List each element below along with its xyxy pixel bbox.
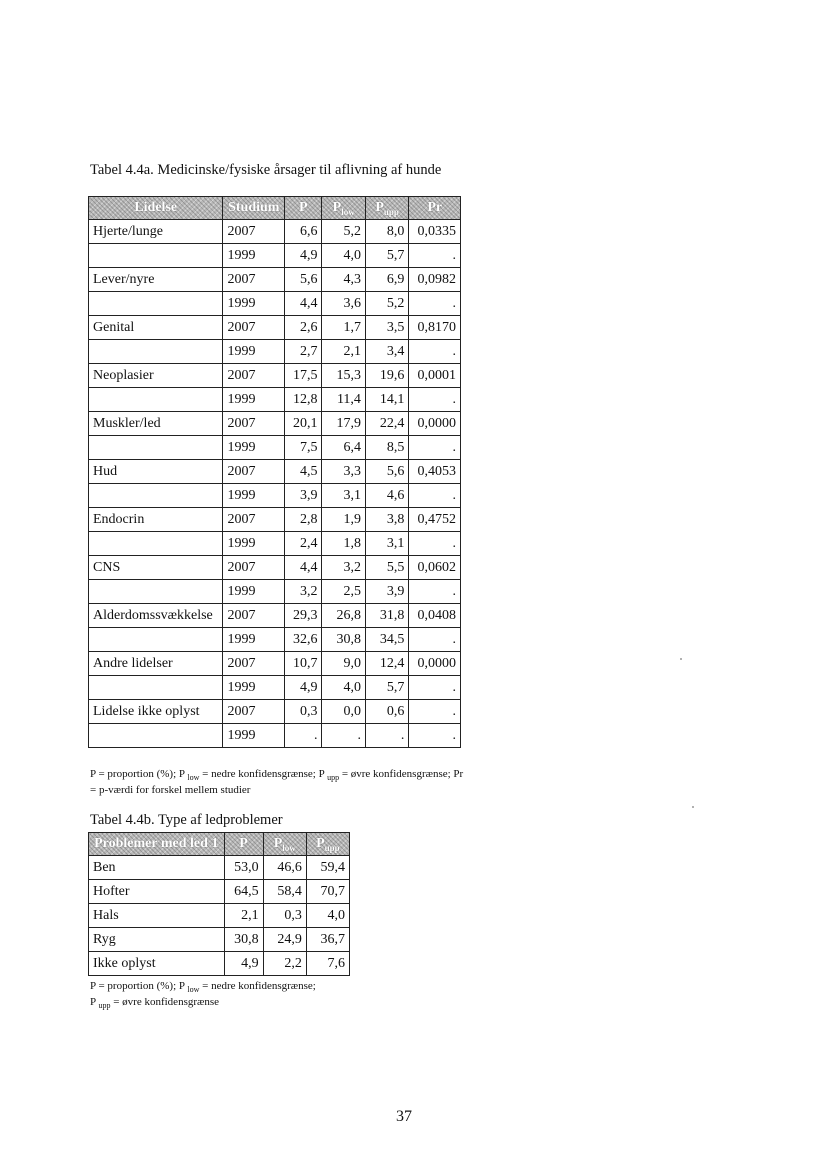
header-p-low: $P_{low}$ xyxy=(322,197,365,220)
cell-p-upp: 5,5 xyxy=(365,556,408,580)
table-row xyxy=(89,928,350,952)
table-row xyxy=(89,436,461,460)
cell-lidelse xyxy=(89,724,223,748)
cell-lidelse: Genital xyxy=(89,316,223,340)
cell-p-upp: 3,4 xyxy=(365,340,408,364)
cell-p-low: 3,6 xyxy=(322,292,365,316)
cell-p-low: 46,6 xyxy=(263,856,306,880)
cell-pr: 0,0000 xyxy=(409,652,461,676)
table-row xyxy=(89,292,461,316)
table1-caption: Tabel 4.4a. Medicinske/fysiske årsager til aflivning af hunde xyxy=(90,162,442,178)
cell-lidelse xyxy=(89,340,223,364)
header-p-upp: $P_{upp}$ xyxy=(306,833,349,856)
cell-pr: . xyxy=(409,292,461,316)
cell-pr: . xyxy=(409,484,461,508)
table-row xyxy=(89,508,461,532)
cell-lidelse: Alderdomssvækkelse xyxy=(89,604,223,628)
cell-p: 3,2 xyxy=(285,580,322,604)
cell-p: 32,6 xyxy=(285,628,322,652)
cell-p-upp: 34,5 xyxy=(365,628,408,652)
cell-p: . xyxy=(285,724,322,748)
cell-studium: 1999 xyxy=(223,388,285,412)
table-row xyxy=(89,856,350,880)
cell-pr: 0,0335 xyxy=(409,220,461,244)
table-row xyxy=(89,412,461,436)
header-p-upp: $P_{upp}$ xyxy=(365,197,408,220)
cell-p-low: 1,9 xyxy=(322,508,365,532)
table-row xyxy=(89,460,461,484)
cell-p-low: 4,0 xyxy=(322,676,365,700)
cell-p: 4,4 xyxy=(285,292,322,316)
cell-studium: 2007 xyxy=(223,604,285,628)
cell-problem: Ben xyxy=(89,856,225,880)
cell-pr: 0,0000 xyxy=(409,412,461,436)
cell-p-upp: 4,0 xyxy=(306,904,349,928)
cell-p: 5,6 xyxy=(285,268,322,292)
cell-pr: . xyxy=(409,700,461,724)
cell-pr: . xyxy=(409,388,461,412)
cell-p-low: 4,0 xyxy=(322,244,365,268)
cell-p-low: 11,4 xyxy=(322,388,365,412)
cell-p-low: 15,3 xyxy=(322,364,365,388)
cell-studium: 2007 xyxy=(223,316,285,340)
table-row xyxy=(89,556,461,580)
scan-speck xyxy=(680,658,682,660)
cell-p-upp: . xyxy=(365,724,408,748)
cell-p-upp: 3,5 xyxy=(365,316,408,340)
table1-footnote: P = proportion (%); P $_{low}$ = nedre konfidensgrænse; P $_{upp}$ = øvre konfidensgrænse; Pr = p-værdi for forskel mellem studier xyxy=(90,768,464,797)
cell-p: 7,5 xyxy=(285,436,322,460)
cell-p-upp: 5,2 xyxy=(365,292,408,316)
table-row xyxy=(89,676,461,700)
cell-lidelse xyxy=(89,628,223,652)
cell-p: 3,9 xyxy=(285,484,322,508)
cell-studium: 1999 xyxy=(223,244,285,268)
cell-p-low: 1,7 xyxy=(322,316,365,340)
cell-p: 2,1 xyxy=(224,904,263,928)
table-row xyxy=(89,880,350,904)
cell-p: 2,8 xyxy=(285,508,322,532)
cell-lidelse: Neoplasier xyxy=(89,364,223,388)
cell-studium: 1999 xyxy=(223,436,285,460)
cell-p: 2,7 xyxy=(285,340,322,364)
cell-p-upp: 8,5 xyxy=(365,436,408,460)
table2-footnote: P = proportion (%); P $_{low}$ = nedre konfidensgrænse; P $_{upp}$ = øvre konfidensgrænse xyxy=(90,980,316,1011)
table-row xyxy=(89,604,461,628)
cell-p: 12,8 xyxy=(285,388,322,412)
cell-studium: 2007 xyxy=(223,460,285,484)
header-p: P xyxy=(224,833,263,856)
page-number: 37 xyxy=(396,1108,412,1125)
cell-lidelse: Andre lidelser xyxy=(89,652,223,676)
cell-p-upp: 4,6 xyxy=(365,484,408,508)
cell-lidelse: Muskler/led xyxy=(89,412,223,436)
cell-p-low: 3,2 xyxy=(322,556,365,580)
cell-p: 53,0 xyxy=(224,856,263,880)
table-row xyxy=(89,700,461,724)
cell-p: 29,3 xyxy=(285,604,322,628)
cell-p-low: 24,9 xyxy=(263,928,306,952)
cell-lidelse xyxy=(89,436,223,460)
table-row xyxy=(89,220,461,244)
cell-p: 20,1 xyxy=(285,412,322,436)
cell-p-low: 3,3 xyxy=(322,460,365,484)
cell-p-upp: 12,4 xyxy=(365,652,408,676)
cell-pr: 0,4752 xyxy=(409,508,461,532)
cell-pr: . xyxy=(409,676,461,700)
cell-p-upp: 3,9 xyxy=(365,580,408,604)
cell-p-upp: 70,7 xyxy=(306,880,349,904)
cell-p-low: 0,0 xyxy=(322,700,365,724)
cell-pr: . xyxy=(409,532,461,556)
cell-lidelse xyxy=(89,244,223,268)
header-studium: Studium xyxy=(223,197,285,220)
cell-p: 30,8 xyxy=(224,928,263,952)
cell-problem: Hals xyxy=(89,904,225,928)
table-row xyxy=(89,904,350,928)
cell-studium: 1999 xyxy=(223,724,285,748)
cell-lidelse xyxy=(89,532,223,556)
cell-problem: Ikke oplyst xyxy=(89,952,225,976)
cell-lidelse: Hud xyxy=(89,460,223,484)
cell-lidelse: Hjerte/lunge xyxy=(89,220,223,244)
cell-p-low: 30,8 xyxy=(322,628,365,652)
header-lidelse: Lidelse xyxy=(89,197,223,220)
cell-lidelse xyxy=(89,580,223,604)
cell-p-upp: 7,6 xyxy=(306,952,349,976)
cell-pr: 0,4053 xyxy=(409,460,461,484)
cell-pr: 0,0001 xyxy=(409,364,461,388)
cell-p-low: 4,3 xyxy=(322,268,365,292)
cell-p-upp: 59,4 xyxy=(306,856,349,880)
cell-pr: . xyxy=(409,244,461,268)
cell-lidelse xyxy=(89,292,223,316)
table2-header-row xyxy=(89,833,350,856)
table1-header-row xyxy=(89,197,461,220)
cell-lidelse xyxy=(89,388,223,412)
cell-p-upp: 8,0 xyxy=(365,220,408,244)
cell-pr: . xyxy=(409,628,461,652)
cell-p: 2,6 xyxy=(285,316,322,340)
cell-studium: 2007 xyxy=(223,364,285,388)
table-row xyxy=(89,364,461,388)
cell-studium: 2007 xyxy=(223,700,285,724)
cell-p-low: 2,2 xyxy=(263,952,306,976)
cell-p-upp: 0,6 xyxy=(365,700,408,724)
table-row xyxy=(89,244,461,268)
cell-studium: 1999 xyxy=(223,292,285,316)
cell-studium: 1999 xyxy=(223,628,285,652)
cell-studium: 2007 xyxy=(223,652,285,676)
scan-speck xyxy=(692,806,694,808)
cell-pr: . xyxy=(409,580,461,604)
cell-studium: 2007 xyxy=(223,508,285,532)
table-row xyxy=(89,268,461,292)
cell-p-upp: 22,4 xyxy=(365,412,408,436)
table-row xyxy=(89,484,461,508)
cell-p-upp: 19,6 xyxy=(365,364,408,388)
cell-lidelse: Lidelse ikke oplyst xyxy=(89,700,223,724)
table-row xyxy=(89,340,461,364)
cell-studium: 1999 xyxy=(223,580,285,604)
header-p: P xyxy=(285,197,322,220)
cell-p-low: 2,5 xyxy=(322,580,365,604)
table2-caption: Tabel 4.4b. Type af ledproblemer xyxy=(90,812,283,828)
cell-studium: 1999 xyxy=(223,484,285,508)
table-row xyxy=(89,388,461,412)
cell-pr: 0,0602 xyxy=(409,556,461,580)
table-row xyxy=(89,316,461,340)
table-row xyxy=(89,628,461,652)
header-pr: Pr xyxy=(409,197,461,220)
cell-p-low: 0,3 xyxy=(263,904,306,928)
cell-p-low: . xyxy=(322,724,365,748)
cell-p-low: 17,9 xyxy=(322,412,365,436)
table-row xyxy=(89,532,461,556)
cell-p-low: 1,8 xyxy=(322,532,365,556)
cell-p: 10,7 xyxy=(285,652,322,676)
cell-lidelse: Endocrin xyxy=(89,508,223,532)
cell-p: 6,6 xyxy=(285,220,322,244)
cell-p-low: 3,1 xyxy=(322,484,365,508)
cell-p-upp: 6,9 xyxy=(365,268,408,292)
cell-p-low: 58,4 xyxy=(263,880,306,904)
cell-p-upp: 31,8 xyxy=(365,604,408,628)
cell-p-low: 6,4 xyxy=(322,436,365,460)
header-problemer-med-led: Problemer med led 1 xyxy=(89,833,225,856)
cell-studium: 1999 xyxy=(223,532,285,556)
cell-p-upp: 3,8 xyxy=(365,508,408,532)
table-row xyxy=(89,580,461,604)
table-row xyxy=(89,652,461,676)
cell-pr: . xyxy=(409,724,461,748)
cell-studium: 1999 xyxy=(223,676,285,700)
cell-problem: Hofter xyxy=(89,880,225,904)
cell-p-upp: 3,1 xyxy=(365,532,408,556)
table-row xyxy=(89,724,461,748)
cell-p-upp: 5,6 xyxy=(365,460,408,484)
table-row xyxy=(89,952,350,976)
cell-problem: Ryg xyxy=(89,928,225,952)
header-p-low: $P_{low}$ xyxy=(263,833,306,856)
cell-p-upp: 14,1 xyxy=(365,388,408,412)
cell-p-low: 5,2 xyxy=(322,220,365,244)
cell-p: 4,9 xyxy=(224,952,263,976)
cell-pr: 0,0982 xyxy=(409,268,461,292)
cell-lidelse xyxy=(89,484,223,508)
cell-lidelse xyxy=(89,676,223,700)
cell-studium: 2007 xyxy=(223,268,285,292)
cell-p-upp: 36,7 xyxy=(306,928,349,952)
cell-p: 2,4 xyxy=(285,532,322,556)
cell-p: 4,9 xyxy=(285,676,322,700)
cell-p: 4,9 xyxy=(285,244,322,268)
cell-p: 4,4 xyxy=(285,556,322,580)
cell-p: 64,5 xyxy=(224,880,263,904)
cell-pr: 0,0408 xyxy=(409,604,461,628)
cell-lidelse: Lever/nyre xyxy=(89,268,223,292)
cell-lidelse: CNS xyxy=(89,556,223,580)
disease-causes-table xyxy=(88,196,461,748)
joint-problems-table xyxy=(88,832,350,976)
cell-p: 4,5 xyxy=(285,460,322,484)
cell-p-upp: 5,7 xyxy=(365,244,408,268)
cell-p-low: 9,0 xyxy=(322,652,365,676)
cell-studium: 1999 xyxy=(223,340,285,364)
cell-p-low: 2,1 xyxy=(322,340,365,364)
cell-studium: 2007 xyxy=(223,220,285,244)
cell-pr: . xyxy=(409,436,461,460)
cell-studium: 2007 xyxy=(223,412,285,436)
cell-pr: . xyxy=(409,340,461,364)
cell-p-low: 26,8 xyxy=(322,604,365,628)
cell-studium: 2007 xyxy=(223,556,285,580)
cell-p: 17,5 xyxy=(285,364,322,388)
cell-pr: 0,8170 xyxy=(409,316,461,340)
cell-p: 0,3 xyxy=(285,700,322,724)
cell-p-upp: 5,7 xyxy=(365,676,408,700)
